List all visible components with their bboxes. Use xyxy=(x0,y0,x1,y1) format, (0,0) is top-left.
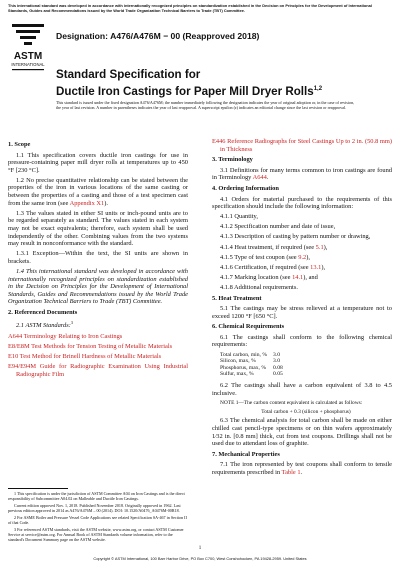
section-terminology-heading: 3. Terminology xyxy=(212,156,253,164)
order-item: 4.1.2 Specification number and date of issue, xyxy=(220,223,336,231)
section-link[interactable]: 14.1 xyxy=(292,273,304,281)
logo-text: ASTM xyxy=(13,51,43,62)
table-row: Sulfur, max, % 0.05 xyxy=(220,371,283,378)
footnote: 3 For referenced ASTM standards, visit the ASTM website, www.astm.org, or contact ASTM Customer Service at service@astm.org. For Annual Book of ASTM Standards volume information, refer to the standard's Document Summary page on the ASTM website. xyxy=(8,526,184,543)
order-item: 4.1.8 Additional requirements. xyxy=(220,283,298,291)
para-6-2: 6.2 The castings shall have a carbon equivalent of 3.8 to 4.5 inclusive. xyxy=(212,381,392,397)
right-column xyxy=(212,138,392,479)
footnotes xyxy=(8,491,188,544)
reference-item[interactable]: E94/E94M Guide for Radiographic Examination Using Industrial Radiographic Film xyxy=(8,362,188,378)
para-1-4: 1.4 This international standard was developed in accordance with internationally recognized principles on standardization established in the Decision on Principles for the Development of International Standards, Guides and Recommendations issued by the World Trade Organization Technical Barriers to Trade (TBT) Committee. xyxy=(8,267,188,306)
order-item: 4.1.4 Heat treatment, if required (see 5.1), xyxy=(220,243,328,251)
note-1: NOTE 1—The carbon content equivalent is calculated as follows: xyxy=(220,399,363,406)
order-item: 4.1.6 Certification, if required (see 13.1), xyxy=(220,263,326,271)
appendix-x1-link[interactable]: Appendix X1 xyxy=(69,199,105,207)
order-item: 4.1.3 Description of casting by pattern number or drawing, xyxy=(220,233,371,241)
order-item: 4.1.5 Type of test coupon (see 9.2), xyxy=(220,253,310,261)
astm-logo xyxy=(6,22,50,78)
reference-list xyxy=(8,333,188,378)
copyright-footer: Copyright © ASTM International, 100 Barr Harbor Drive, PO Box C700, West Conshohocken, PA 19428-2959. United States xyxy=(93,556,307,561)
para-2-1: 2.1 ASTM Standards:$^3$ xyxy=(16,320,73,330)
para-1-3-1: 1.3.1 Exception—Within the text, the SI units are shown in brackets. xyxy=(8,250,188,265)
designation: Designation: A476/A476M − 00 (Reapproved 2018) xyxy=(56,31,260,41)
title-line-1: Standard Specification for xyxy=(56,68,201,81)
footnote: Current edition approved Nov. 1, 2018. Published November 2018. Originally approved in 1962. Last previous edition approved in 2014 as A476/A476M – 00 (2014). DOI: 10.1520/A0476_A0476M-00R18. xyxy=(8,502,181,514)
para-7-1: 7.1 The iron represented by test coupons shall conform to tensile requirements prescribed in Table 1. xyxy=(212,461,392,476)
reference-item[interactable]: E446 Reference Radiographs for Steel Castings Up to 2 in. (50.8 mm) in Thickness xyxy=(212,138,392,153)
table-1-link[interactable]: Table 1 xyxy=(281,469,301,476)
title-footnote-ref: 1,2 xyxy=(313,86,323,92)
logo-subtext: INTERNATIONAL xyxy=(11,62,45,67)
order-item: 4.1.1 Quantity, xyxy=(220,213,258,221)
para-1-3: 1.3 The values stated in either SI units or inch-pound units are to be regarded separately as standard. The values stated in each system may not be exact equivalents; therefore, each system shall be used independently of the other. Combining values from the two systems may result in nonconformance with the standard. xyxy=(8,209,188,248)
carbon-equivalent-formula: Total carbon + 0.3 (silicon + phosphorus) xyxy=(261,408,351,415)
para-6-3: 6.3 The chemical analysis for total carbon shall be made on either chilled cast pencil-type specimens or on thin wafers approximately 1⁄32 in. [0.8 mm] thick, cut from test coupons. Drillings shall not be used due to attendant loss of graphite. xyxy=(212,417,392,448)
section-link[interactable]: 5.1 xyxy=(315,243,324,251)
section-mechanical-heading: 7. Mechanical Properties xyxy=(212,450,280,458)
para-1-1: 1.1 This specification covers ductile iron castings for use in pressure-containing paper mill dryer rolls at temperatures up to 450 °F [230 °C]. xyxy=(8,151,188,174)
chemical-requirements-table xyxy=(220,352,289,378)
para-6-1: 6.1 The castings shall conform to the following chemical requirements: xyxy=(212,333,392,349)
reference-item[interactable]: A644 Terminology Relating to Iron Castings xyxy=(8,332,123,340)
section-referenced-documents-heading: 2. Referenced Documents xyxy=(8,308,78,316)
document-title xyxy=(56,68,322,99)
table-row: Silicon, max, % 3.0 xyxy=(220,358,280,365)
left-column xyxy=(8,138,188,381)
issuance-note: This standard is issued under the fixed designation A476/A476M; the number immediately following the designation indicates the year of original adoption or, in the case of revision, the year of last revision. A number in parentheses indicates the year of last reapproval. A superscript epsilon (ε) indicates an editorial change since the last revision or reapproval. xyxy=(56,100,355,111)
table-row: Phosphorus, max, % 0.08 xyxy=(220,364,283,371)
section-heat-treatment-heading: 5. Heat Treatment xyxy=(212,294,262,302)
reference-item[interactable]: E10 Test Method for Brinell Hardness of Metallic Materials xyxy=(8,352,162,360)
section-link[interactable]: 13.1 xyxy=(310,263,322,271)
standard-notice: This international standard was developed in accordance with internationally recognized principles on standardization established in the Decision on Principles for the Development of International Standards, Guides and Recommendations issued by the World Trade Organization Technical Barriers to Trade (TBT) Committee. xyxy=(8,3,372,13)
reference-item[interactable]: E8/E8M Test Methods for Tension Testing of Metallic Materials xyxy=(8,342,173,350)
title-line-2: Ductile Iron Castings for Paper Mill Dryer Rolls$^{1,2}$ xyxy=(56,84,323,98)
footnote: 2 For ASME Boiler and Pressure Vessel Code Applications see related Specification SA-467 in Section II of that Code. xyxy=(8,514,187,526)
section-scope-heading: 1. Scope xyxy=(8,141,31,148)
footnote: 1 This specification is under the jurisdiction of ASTM Committee A04 on Iron Castings and is the direct responsibility of Subcommittee A04.02 on Malleable and Ductile Iron Castings. xyxy=(8,491,185,502)
para-1-2: 1.2 No precise quantitative relationship can be stated between the properties of the iron in various locations of the same casting or between the properties of a casting and those of a test specimen cast from the same iron (see Appendix X1). xyxy=(8,176,188,207)
section-chemical-heading: 6. Chemical Requirements xyxy=(212,323,285,331)
a644-link[interactable]: A644 xyxy=(252,174,267,182)
section-link[interactable]: 9.2 xyxy=(298,253,307,261)
table-row: Total carbon, min, % 3.0 xyxy=(220,351,280,358)
section-ordering-heading: 4. Ordering Information xyxy=(212,184,279,192)
para-4-1: 4.1 Orders for material purchased to the requirements of this specification should include the following information: xyxy=(212,195,392,211)
order-item: 4.1.7 Marking location (see 14.1), and xyxy=(220,273,318,281)
para-5-1: 5.1 The castings may be stress relieved at a temperature not to exceed 1200 °F [650 °C]. xyxy=(212,305,392,320)
para-3-1: 3.1 Definitions for many terms common to iron castings are found in Terminology A644. xyxy=(212,166,392,182)
footnote-divider xyxy=(8,488,68,489)
page-number: 1 xyxy=(198,546,202,551)
